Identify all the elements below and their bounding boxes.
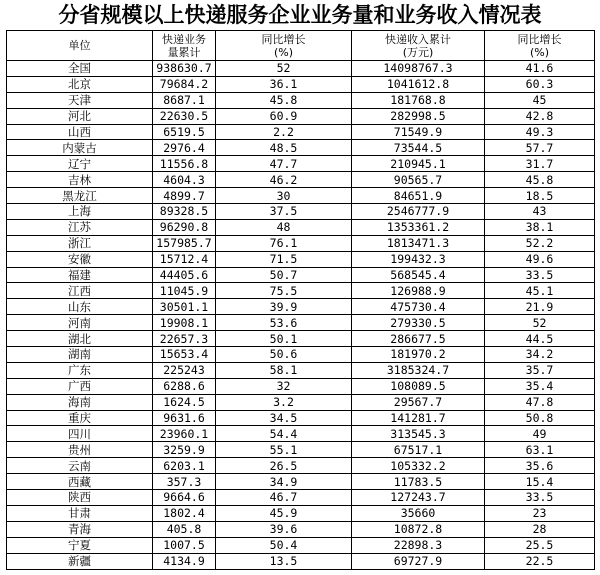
cell-volume: 30501.1	[153, 299, 216, 315]
cell-region: 黑龙江	[7, 188, 153, 204]
cell-revenue-growth: 33.5	[485, 267, 595, 283]
cell-region: 湖北	[7, 331, 153, 347]
cell-revenue: 10872.8	[352, 521, 485, 537]
cell-volume: 938630.7	[153, 61, 216, 77]
cell-revenue: 2546777.9	[352, 204, 485, 220]
cell-revenue: 1813471.3	[352, 235, 485, 251]
header-revenue-line1: 快递收入累计	[385, 32, 451, 46]
cell-volume-growth: 3.2	[216, 394, 352, 410]
cell-revenue-growth: 43	[485, 204, 595, 220]
cell-volume: 9664.6	[153, 490, 216, 506]
cell-region: 广西	[7, 378, 153, 394]
cell-region: 甘肃	[7, 505, 153, 521]
table-row	[7, 347, 595, 363]
cell-volume-growth: 48	[216, 219, 352, 235]
cell-revenue-growth: 41.6	[485, 61, 595, 77]
cell-volume: 9631.6	[153, 410, 216, 426]
table-row	[7, 219, 595, 235]
cell-volume: 22630.5	[153, 108, 216, 124]
cell-volume-growth: 34.9	[216, 474, 352, 490]
cell-revenue-growth: 15.4	[485, 474, 595, 490]
header-volume-growth	[216, 31, 352, 61]
table-row	[7, 426, 595, 442]
table-row	[7, 283, 595, 299]
cell-revenue-growth: 50.8	[485, 410, 595, 426]
cell-region: 河南	[7, 315, 153, 331]
data-table	[6, 30, 595, 570]
header-revenue-growth	[485, 31, 595, 61]
cell-region: 新疆	[7, 553, 153, 569]
cell-volume-growth: 50.6	[216, 347, 352, 363]
cell-volume-growth: 58.1	[216, 362, 352, 378]
cell-revenue: 35660	[352, 505, 485, 521]
cell-volume-growth: 48.5	[216, 140, 352, 156]
table-row	[7, 490, 595, 506]
cell-volume-growth: 47.7	[216, 156, 352, 172]
cell-volume-growth: 2.2	[216, 124, 352, 140]
header-revenue	[352, 31, 485, 61]
cell-region: 山西	[7, 124, 153, 140]
cell-volume: 19908.1	[153, 315, 216, 331]
cell-volume-growth: 39.6	[216, 521, 352, 537]
cell-region: 湖南	[7, 347, 153, 363]
cell-volume: 22657.3	[153, 331, 216, 347]
header-volume-growth-line1: 同比增长	[261, 32, 306, 46]
cell-region: 福建	[7, 267, 153, 283]
cell-revenue-growth: 60.3	[485, 76, 595, 92]
header-revenue-line2: (万元)	[402, 45, 434, 59]
cell-revenue: 568545.4	[352, 267, 485, 283]
cell-volume: 1007.5	[153, 537, 216, 553]
cell-revenue: 22898.3	[352, 537, 485, 553]
table-row	[7, 188, 595, 204]
cell-revenue-growth: 28	[485, 521, 595, 537]
table-row	[7, 315, 595, 331]
cell-revenue: 73544.5	[352, 140, 485, 156]
cell-volume: 79684.2	[153, 76, 216, 92]
cell-volume: 3259.9	[153, 442, 216, 458]
cell-revenue: 199432.3	[352, 251, 485, 267]
cell-volume-growth: 46.7	[216, 490, 352, 506]
cell-volume-growth: 71.5	[216, 251, 352, 267]
cell-volume-growth: 60.9	[216, 108, 352, 124]
cell-revenue: 181970.2	[352, 347, 485, 363]
cell-revenue: 14098767.3	[352, 61, 485, 77]
cell-volume: 1624.5	[153, 394, 216, 410]
cell-region: 山东	[7, 299, 153, 315]
cell-revenue: 475730.4	[352, 299, 485, 315]
cell-region: 内蒙古	[7, 140, 153, 156]
cell-region: 天津	[7, 92, 153, 108]
cell-revenue: 29567.7	[352, 394, 485, 410]
cell-revenue-growth: 49.6	[485, 251, 595, 267]
cell-volume: 2976.4	[153, 140, 216, 156]
cell-volume-growth: 30	[216, 188, 352, 204]
cell-region: 青海	[7, 521, 153, 537]
cell-volume-growth: 36.1	[216, 76, 352, 92]
cell-revenue: 286677.5	[352, 331, 485, 347]
cell-volume: 11045.9	[153, 283, 216, 299]
cell-volume-growth: 50.4	[216, 537, 352, 553]
table-row	[7, 458, 595, 474]
cell-volume-growth: 39.9	[216, 299, 352, 315]
table-row	[7, 442, 595, 458]
cell-region: 北京	[7, 76, 153, 92]
cell-revenue: 210945.1	[352, 156, 485, 172]
cell-volume-growth: 52	[216, 61, 352, 77]
cell-revenue: 126988.9	[352, 283, 485, 299]
cell-revenue: 67517.1	[352, 442, 485, 458]
cell-revenue-growth: 45.8	[485, 172, 595, 188]
cell-revenue: 105332.2	[352, 458, 485, 474]
header-volume	[153, 31, 216, 61]
cell-revenue: 127243.7	[352, 490, 485, 506]
cell-region: 宁夏	[7, 537, 153, 553]
cell-revenue-growth: 45	[485, 92, 595, 108]
cell-volume-growth: 46.2	[216, 172, 352, 188]
cell-region: 全国	[7, 61, 153, 77]
table-row	[7, 521, 595, 537]
cell-region: 上海	[7, 204, 153, 220]
cell-region: 海南	[7, 394, 153, 410]
table-row	[7, 235, 595, 251]
cell-revenue-growth: 42.8	[485, 108, 595, 124]
cell-revenue: 108089.5	[352, 378, 485, 394]
cell-revenue: 11783.5	[352, 474, 485, 490]
cell-volume-growth: 32	[216, 378, 352, 394]
page-title: 分省规模以上快递服务企业业务量和业务收入情况表	[58, 3, 542, 27]
cell-revenue-growth: 35.6	[485, 458, 595, 474]
cell-volume: 4604.3	[153, 172, 216, 188]
table-row	[7, 76, 595, 92]
cell-region: 江苏	[7, 219, 153, 235]
header-volume-line2: 量累计	[167, 45, 201, 59]
cell-revenue: 90565.7	[352, 172, 485, 188]
cell-revenue: 282998.5	[352, 108, 485, 124]
cell-revenue-growth: 45.1	[485, 283, 595, 299]
cell-region: 贵州	[7, 442, 153, 458]
cell-revenue-growth: 31.7	[485, 156, 595, 172]
cell-region: 吉林	[7, 172, 153, 188]
table-row	[7, 140, 595, 156]
table-row	[7, 553, 595, 569]
cell-volume: 6519.5	[153, 124, 216, 140]
table-row	[7, 537, 595, 553]
cell-volume: 1802.4	[153, 505, 216, 521]
cell-revenue: 1353361.2	[352, 219, 485, 235]
cell-revenue-growth: 47.8	[485, 394, 595, 410]
cell-volume-growth: 50.1	[216, 331, 352, 347]
cell-volume: 11556.8	[153, 156, 216, 172]
table-row	[7, 505, 595, 521]
cell-revenue-growth: 35.7	[485, 362, 595, 378]
cell-region: 重庆	[7, 410, 153, 426]
cell-volume-growth: 53.6	[216, 315, 352, 331]
cell-volume-growth: 55.1	[216, 442, 352, 458]
cell-revenue: 69727.9	[352, 553, 485, 569]
cell-revenue: 279330.5	[352, 315, 485, 331]
cell-revenue-growth: 49.3	[485, 124, 595, 140]
cell-region: 四川	[7, 426, 153, 442]
cell-revenue-growth: 33.5	[485, 490, 595, 506]
cell-volume: 15712.4	[153, 251, 216, 267]
cell-volume-growth: 50.7	[216, 267, 352, 283]
cell-volume-growth: 54.4	[216, 426, 352, 442]
cell-volume: 15653.4	[153, 347, 216, 363]
cell-revenue-growth: 63.1	[485, 442, 595, 458]
cell-revenue-growth: 38.1	[485, 219, 595, 235]
table-row	[7, 204, 595, 220]
cell-revenue-growth: 21.9	[485, 299, 595, 315]
cell-revenue-growth: 34.2	[485, 347, 595, 363]
table-row	[7, 124, 595, 140]
cell-volume: 8687.1	[153, 92, 216, 108]
cell-revenue-growth: 23	[485, 505, 595, 521]
table-row	[7, 362, 595, 378]
cell-revenue: 141281.7	[352, 410, 485, 426]
cell-revenue-growth: 57.7	[485, 140, 595, 156]
cell-revenue: 84651.9	[352, 188, 485, 204]
cell-revenue: 3185324.7	[352, 362, 485, 378]
header-revenue-growth-line2: (%)	[529, 45, 550, 59]
cell-revenue-growth: 22.5	[485, 553, 595, 569]
cell-volume: 157985.7	[153, 235, 216, 251]
cell-volume-growth: 45.8	[216, 92, 352, 108]
cell-volume: 4899.7	[153, 188, 216, 204]
header-revenue-growth-line1: 同比增长	[517, 32, 562, 46]
cell-region: 江西	[7, 283, 153, 299]
table-row	[7, 156, 595, 172]
cell-region: 陕西	[7, 490, 153, 506]
table-row	[7, 410, 595, 426]
table-row	[7, 61, 595, 77]
header-region: 单位	[7, 31, 153, 61]
table-row	[7, 251, 595, 267]
table-row	[7, 172, 595, 188]
cell-region: 辽宁	[7, 156, 153, 172]
cell-volume: 96290.8	[153, 219, 216, 235]
cell-volume: 44405.6	[153, 267, 216, 283]
cell-volume-growth: 26.5	[216, 458, 352, 474]
table-row	[7, 474, 595, 490]
cell-revenue: 71549.9	[352, 124, 485, 140]
table-row	[7, 394, 595, 410]
table-row	[7, 378, 595, 394]
cell-volume: 89328.5	[153, 204, 216, 220]
cell-volume: 23960.1	[153, 426, 216, 442]
cell-volume: 6288.6	[153, 378, 216, 394]
cell-revenue: 181768.8	[352, 92, 485, 108]
header-volume-line1: 快递业务	[162, 32, 206, 46]
cell-region: 广东	[7, 362, 153, 378]
cell-region: 浙江	[7, 235, 153, 251]
cell-revenue-growth: 18.5	[485, 188, 595, 204]
cell-region: 云南	[7, 458, 153, 474]
cell-volume: 225243	[153, 362, 216, 378]
cell-volume: 357.3	[153, 474, 216, 490]
cell-volume-growth: 45.9	[216, 505, 352, 521]
cell-volume: 4134.9	[153, 553, 216, 569]
cell-volume: 6203.1	[153, 458, 216, 474]
cell-revenue-growth: 44.5	[485, 331, 595, 347]
cell-revenue-growth: 25.5	[485, 537, 595, 553]
table-row	[7, 92, 595, 108]
table-row	[7, 331, 595, 347]
cell-volume-growth: 76.1	[216, 235, 352, 251]
cell-volume-growth: 13.5	[216, 553, 352, 569]
table-row	[7, 299, 595, 315]
table-row	[7, 267, 595, 283]
cell-volume: 405.8	[153, 521, 216, 537]
cell-region: 安徽	[7, 251, 153, 267]
cell-volume-growth: 34.5	[216, 410, 352, 426]
cell-revenue: 1041612.8	[352, 76, 485, 92]
cell-volume-growth: 37.5	[216, 204, 352, 220]
header-row	[7, 31, 595, 61]
cell-region: 西藏	[7, 474, 153, 490]
table-body	[7, 61, 595, 570]
cell-region: 河北	[7, 108, 153, 124]
cell-revenue: 313545.3	[352, 426, 485, 442]
cell-revenue-growth: 35.4	[485, 378, 595, 394]
cell-volume-growth: 75.5	[216, 283, 352, 299]
header-volume-growth-line2: (%)	[273, 45, 294, 59]
cell-revenue-growth: 52	[485, 315, 595, 331]
cell-revenue-growth: 49	[485, 426, 595, 442]
table-row	[7, 108, 595, 124]
cell-revenue-growth: 52.2	[485, 235, 595, 251]
